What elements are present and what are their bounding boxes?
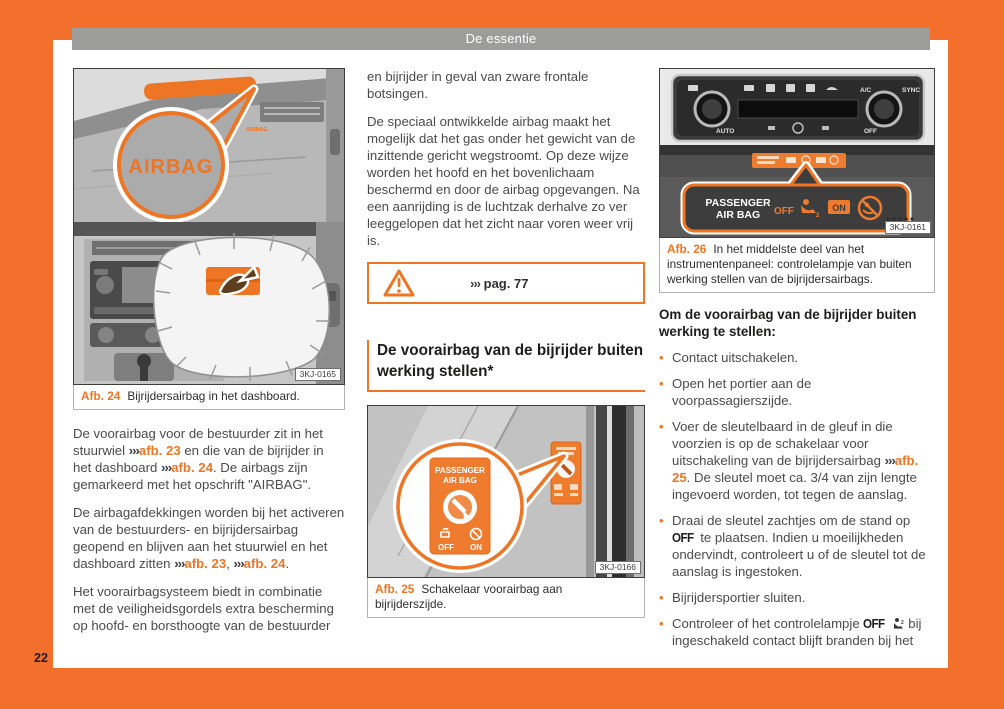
figure-25-caption-text: Schakelaar voorairbag aan bijrijderszijde. (375, 582, 563, 611)
chevron-ref: ››› (128, 443, 139, 458)
chevron-ref: ››› (174, 556, 185, 571)
figure-26-caption-text: In het middelste deel van het instrumentenpaneel: controlelampje van buiten werking stellen van de bijrijdersairbags. (667, 242, 912, 286)
section-heading: De voorairbag van de bijrijder buiten werking stellen* (367, 340, 645, 392)
svg-text:SYNC: SYNC (902, 87, 921, 94)
paragraph-text: De voorairbag voor de bestuurder zit in het stuurwiel (73, 426, 323, 458)
svg-text:AIR BAG: AIR BAG (443, 476, 477, 485)
airbag-off-indicator-icon (892, 617, 905, 630)
figure-26-caption (659, 238, 935, 293)
bullet-text: Bijrijdersportier sluiten. (672, 590, 806, 605)
off-telltale-label: OFF (863, 616, 885, 631)
figure-24-caption (73, 385, 345, 410)
paragraph-middle-1: en bijrijder in geval van zware frontale botsingen. (367, 69, 589, 101)
figure-24-code: 3KJ-0165 (295, 368, 341, 381)
dashboard-airbag-label: AIRBAG (246, 127, 268, 133)
procedure-intro: Om de voorairbag van de bijrijder buiten werking te stellen: (659, 307, 917, 339)
paragraph-text: , (226, 556, 234, 571)
bullet-text: Contact uitschakelen. (672, 350, 799, 365)
svg-text:2: 2 (900, 620, 904, 626)
figure-25-caption (367, 578, 645, 618)
warning-reference-box (367, 262, 645, 304)
chapter-title: De essentie (465, 31, 537, 46)
figure-25-label: Afb. 25 (375, 582, 415, 596)
bullet-dot: • (659, 419, 664, 434)
bullet-text: te plaatsen. Indien u moeilijkheden ondervindt, controleert u of de sleutel tot de aanslag is ingestoken. (672, 530, 926, 579)
dashboard-airbag-illustration (74, 69, 344, 384)
svg-text:ON: ON (470, 543, 482, 552)
chevron-ref: ››› (884, 453, 895, 468)
bullet-item-1 (659, 349, 935, 366)
airbag-key-switch-zoom (430, 458, 490, 554)
warning-triangle-icon (382, 268, 416, 299)
bullet-item-3 (659, 418, 935, 503)
bullet-text: Open het portier aan de voorpassagierszijde. (672, 376, 812, 408)
bullet-dot: • (659, 513, 664, 528)
xref-afb-24[interactable]: afb. 24 (171, 460, 213, 475)
bullet-dot: • (659, 350, 664, 365)
bullet-item-5 (659, 589, 935, 606)
paragraph-text: . De airbags zijn gemarkeerd met het opschrift "AIRBAG". (73, 460, 312, 492)
paragraph-text: De airbagafdekkingen worden bij het activeren van de bestuurders- en bijrijdersairbag geopend en blijven aan het stuurwiel en het dashboard zitten (73, 505, 345, 571)
chapter-header-bar (72, 28, 930, 50)
paragraph-text: en die van de bijrijder in het dashboard (73, 443, 324, 475)
svg-text:ON: ON (832, 203, 846, 213)
bullet-text: Draai de sleutel zachtjes om de stand op (672, 513, 911, 528)
bullet-item-2 (659, 375, 935, 409)
figure-26-image (659, 68, 935, 238)
page-sheet (53, 40, 948, 668)
figure-24-caption-text: Bijrijdersairbag in het dashboard. (127, 389, 300, 403)
warning-ref-text (470, 276, 528, 291)
xref-afb-23[interactable]: afb. 23 (138, 443, 181, 458)
bullet-dot: • (659, 616, 664, 631)
figure-24-image (73, 68, 345, 385)
bullet-item-4 (659, 512, 935, 580)
svg-text:OFF: OFF (774, 206, 794, 217)
off-position-label: OFF (672, 530, 694, 545)
xref-afb-25[interactable]: afb. 25 (672, 453, 919, 485)
svg-text:OFF: OFF (438, 543, 454, 552)
paragraph-left-1 (73, 425, 345, 493)
figure-25-image (367, 405, 645, 578)
bullet-text: bij ingeschakeld contact blijft branden bij het (672, 616, 922, 648)
xref-afb-24[interactable]: afb. 24 (243, 556, 286, 571)
figure-25-code: 3KJ-0166 (595, 561, 641, 574)
bullet-text: Controleer of het controlelampje (672, 616, 864, 631)
svg-text:2: 2 (816, 213, 820, 219)
figure-25 (367, 405, 645, 618)
svg-text:AUTO: AUTO (716, 128, 735, 135)
climate-control-panel (672, 75, 924, 141)
bullet-text: . De sleutel moet ca. 3/4 van zijn lengte ingevoerd worden, tot tegen de aanslag. (672, 470, 917, 502)
column-middle (367, 68, 645, 618)
svg-text:AIR BAG: AIR BAG (715, 209, 761, 221)
paragraph-left-2 (73, 504, 345, 572)
column-right (659, 68, 935, 649)
chevron-ref: ››› (161, 460, 172, 475)
bullet-item-6 (659, 615, 935, 649)
warning-page-ref[interactable]: pag. 77 (483, 275, 529, 291)
figure-26-code: 3KJ-0161 (885, 221, 931, 234)
page-number: 22 (34, 651, 48, 665)
chevron-ref: ››› (470, 275, 480, 291)
svg-text:A/C: A/C (860, 87, 872, 94)
column-left (73, 68, 345, 634)
paragraph-text: . (285, 556, 290, 571)
svg-text:OFF: OFF (864, 128, 877, 135)
svg-text:PASSENGER: PASSENGER (705, 197, 771, 209)
bullet-text: Voer de sleutelbaard in de gleuf in die voorzien is op de schakelaar voor uitschakeling van de bijrijdersairbag (672, 419, 893, 468)
svg-text:PASSENGER: PASSENGER (435, 466, 485, 475)
instrument-panel-illustration (660, 69, 934, 237)
paragraph-middle-2: De speciaal ontwikkelde airbag maakt het mogelijk dat het gas onder het gewicht van de inzittende gericht wegstroomt. Op deze wijze worden het hoofd en het bovenlichaam beschermd en door de airbag opgevangen. Na een aanrijding is de luchtzak derhalve zo ver leeggelopen dat het zicht naar voren weer vrij is. (367, 114, 640, 248)
xref-afb-23[interactable]: afb. 23 (184, 556, 227, 571)
airbag-bubble-label: AIRBAG (128, 156, 214, 178)
figure-24-label: Afb. 24 (81, 389, 121, 403)
figure-24 (73, 68, 345, 410)
passenger-airbag-indicator-strip (752, 153, 846, 168)
bullet-dot: • (659, 376, 664, 391)
paragraph-left-3: Het voorairbagsysteem biedt in combinatie met de veiligheidsgordels extra bescherming op hoofd- en borsthoogte van de bestuurder (73, 584, 334, 633)
bullet-dot: • (659, 590, 664, 605)
figure-26-label: Afb. 26 (667, 242, 707, 256)
chevron-ref: ››› (233, 556, 244, 571)
airbag-switch-illustration (368, 406, 644, 577)
figure-26 (659, 68, 935, 293)
